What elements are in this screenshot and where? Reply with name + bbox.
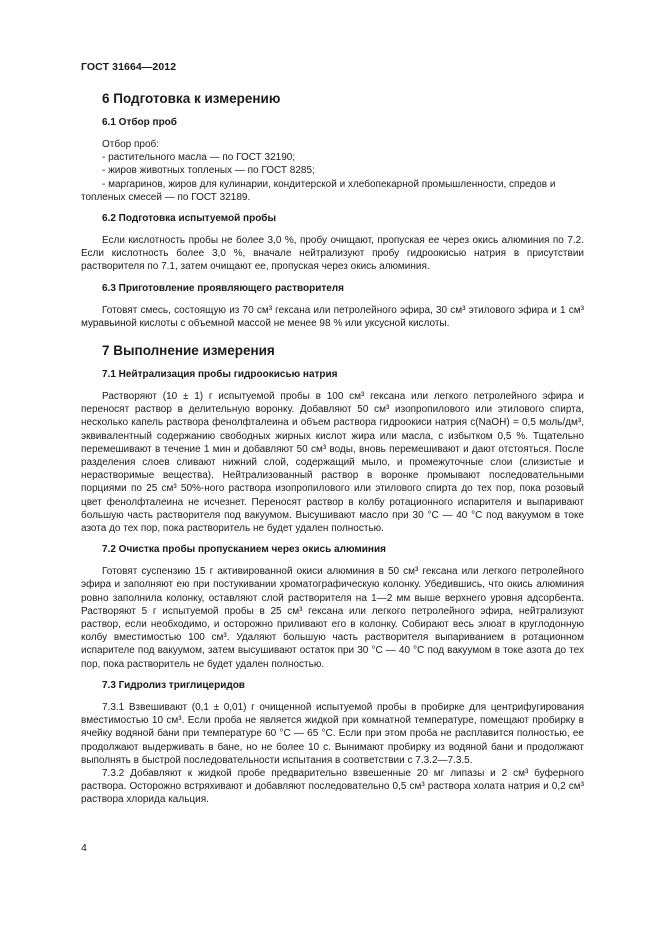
section-7-title: 7 Выполнение измерения — [102, 343, 275, 359]
page-number: 4 — [81, 842, 87, 854]
list-item: - маргаринов, жиров для кулинарии, кондитерской и хлебопекарной промышленности, спредов и — [102, 178, 556, 190]
section-6-1-intro: Отбор проб: — [102, 139, 160, 150]
section-6-3-text: Готовят смесь, состоящую из 70 см³ гексана или петролейного эфира, 30 см³ этилового эфира и 1 см³ муравьиной кислоты с объемной массой не менее 98 % или уксусной кислоты. — [81, 304, 584, 329]
section-6-2-title: 6.2 Подготовка испытуемой пробы — [102, 213, 277, 225]
section-7-1-text: Растворяют (10 ± 1) г испытуемой пробы в 100 см³ гексана или легкого петролейного эфира и переносят раствор в делительную воронку. Добавляют 50 см³ изопропилового или этилового спирта, несколько капель раствора фенолфталеина и объем раствора гидроокиси натрия c(NaOH) = 0,5 моль/дм³, эквивалентный содержанию свободных жирных кислот жира или масла, с избытком 0,5 %. Тщательно перемешивают в течение 1 мин и добавляют 50 см³ воды, вновь перемешивают и дают отстояться. После разделения слоев сливают нижний слой, содержащий мыло, и промежуточные слои (слизистые и нерастворимые вещества). Нейтрализованный раствор в воронке промывают последовательными порциями по 25 см³ 50%-ного раствора изопропилового или этилового спирта до тех пор, пока розовый цвет фенолфталеина не исчезнет. Переносят раствор в колбу ротационного испарителя и выпаривают большую часть растворителя под вакуумом. Высушивают масло при 30 °С — 40 °С под вакуумом в токе азота до тех пор, пока растворитель не будет удален полностью. — [81, 391, 584, 535]
list-item-continuation: топленых смесей — по ГОСТ 32189. — [81, 191, 251, 203]
section-6-2-text: Если кислотность пробы не более 3,0 %, пробу очищают, пропуская ее через окись алюминия по 7.2. Если кислотность более 3,0 %, вначале нейтрализуют пробу гидроокисью натрия в присутствии растворителя по 7.1, затем очищают ее, пропуская через окись алюминия. — [81, 235, 584, 273]
section-7-1-title: 7.1 Нейтрализация пробы гидроокисью натрия — [102, 369, 338, 381]
section-7-3-1-text: 7.3.1 Взвешивают (0,1 ± 0,01) г очищенной испытуемой пробы в пробирке для центрифугирования вместимостью 10 см³. Если проба не является жидкой при комнатной температуре, помещают пробирку в ячейку водяной бани при температуре 60 °С — 65 °С. Если при этом проба не расплавится полностью, ее продолжают выдерживать в бане, но не более 10 с. Вынимают пробирку из водяной бани и продолжают выполнять в быстрой последовательности испытания в соответствии с 7.3.2—7.3.5. — [81, 701, 584, 766]
section-7-2-title: 7.2 Очистка пробы пропусканием через окись алюминия — [102, 544, 386, 556]
section-6-3-title: 6.3 Приготовление проявляющего растворителя — [102, 282, 344, 294]
section-6-1-title: 6.1 Отбор проб — [102, 117, 177, 128]
section-7-3-2-text: 7.3.2 Добавляют к жидкой пробе предварительно взвешенные 20 мг липазы и 2 см³ буферного раствора. Осторожно встряхивают и добавляют последовательно 0,5 см³ раствора холата натрия и 0,2 см³ раствора хлорида кальция. — [81, 767, 584, 806]
section-7-2-text: Готовят суспензию 15 г активированной окиси алюминия в 50 см³ гексана или легкого петролейного эфира и заполняют ею при постукивании хроматографическую колонку. Убедившись, что окись алюминия ровно заполнила колонку, оставляют слой растворителя на 1—2 мм выше верхнего уровня адсорбента. Растворяют 5 г испытуемой пробы в 25 см³ гексана или легкого петролейного эфира, нейтрализуют раствор, если необходимо, и осторожно приливают его в колонку. Собирают весь элюат в круглодонную колбу вместимостью 100 см³. Удаляют большую часть растворителя выпариванием в ротационном испарителе под вакуумом, затем высушивают остаток при 30 °С — 40 °С под вакуумом в токе азота до тех пор, пока растворитель не будет удален полностью. — [81, 566, 584, 670]
list-item: - жиров животных топленых — по ГОСТ 8285; — [102, 165, 315, 177]
list-item: - растительного масла — по ГОСТ 32190; — [102, 152, 296, 164]
page-content — [81, 90, 584, 807]
section-6-title: 6 Подготовка к измерению — [102, 91, 281, 106]
section-7-3-title: 7.3 Гидролиз триглицеридов — [102, 679, 245, 691]
document-header: ГОСТ 31664—2012 — [81, 61, 177, 73]
